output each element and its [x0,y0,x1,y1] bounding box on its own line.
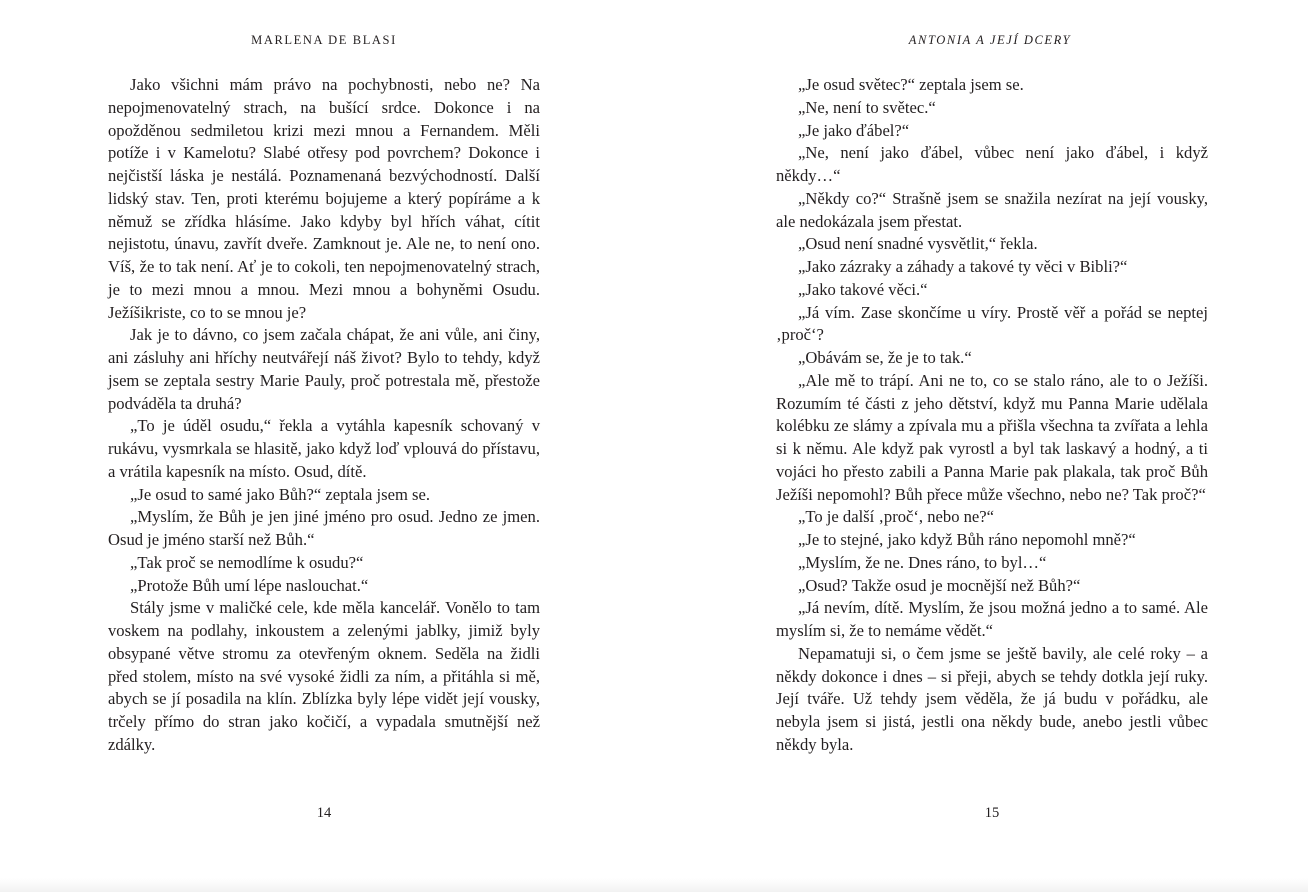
body-text [776,74,1208,757]
paragraph: „Někdy co?“ Strašně jsem se snažila nezírat na její vousky, ale nedokázala jsem přestat. [776,188,1208,231]
paragraph: „Ne, není to světec.“ [798,97,936,117]
paragraph: „Obávám se, že je to tak.“ [798,348,972,367]
paragraph: „Já vím. Zase skončíme u víry. Prostě věř a pořád se neptej ‚proč‘? [776,302,1208,345]
paragraph: „Osud není snadné vysvětlit,“ řekla. [798,234,1038,254]
running-head-title: ANTONIA A JEJÍ DCERY [908,33,1072,47]
paragraph: „To je úděl osudu,“ řekla a vytáhla kapesník schovaný v rukávu, vysmrkala se hlasitě, jako když loď vplouvá do přístavu, a vrátila kapesník na místo. Osud, dítě. [108,416,540,481]
paragraph: „Myslím, že Bůh je jen jiné jméno pro osud. Jedno ze jmen. Osud je jméno starší než Bůh.“ [108,507,540,549]
paragraph: „Já nevím, dítě. Myslím, že jsou možná jedno a to samé. Ale myslím si, že to nemáme vědět.“ [776,598,1208,640]
paragraph: „Tak proč se nemodlíme k osudu?“ [130,552,364,572]
running-head-author: MARLENA DE BLASI [251,33,397,47]
page-number: 15 [984,805,1000,821]
paragraph: Jako všichni mám právo na pochybnosti, nebo ne? Na nepojmenovatelný strach, na bušící srdce. Dokonce i na opožděnou sedmiletou krizi mezi mnou a Fernandem. Měli potíže i v Kamelotu? Slabé otřesy pod povrchem? Dokonce i nejčistší láska je nestálá. Poznamenaná bezvýchodností. Další lidský stav. Ten, proti kterému bojujeme a který popíráme a k němuž se zřídka hlásíme. Jako kdyby byl hřích váhat, cítit nejistotu, únavu, zavřít dveře. Zamknout je. Ale ne, to není ono. Víš, že to tak není. Ať je to cokoli, ten nepojmenovatelný strach, je to mezi mnou a mnou. Mezi mnou a bohyněmi Osudu. Ježíšikriste, co to se mnou je? [108,75,540,322]
paragraph: „Jako takové věci.“ [798,279,928,299]
body-text [108,74,540,757]
paragraph: „To je další ‚proč‘, nebo ne?“ [798,507,995,527]
paragraph: „Je jako ďábel?“ [798,120,910,140]
paragraph: „Je to stejné, jako když Bůh ráno nepomohl mně?“ [798,530,1136,549]
paragraph: „Ale mě to trápí. Ani ne to, co se stalo ráno, ale to o Ježíši. Rozumím té části z jeho dětství, když mu Panna Marie udělala kolébku ze slámy a zpívala mu a přišla všechna ta zvířata a lehla si k němu. Ale když pak vyrostl a byl tak laskavý a hodný, a ti vojáci ho přesto zabili a Panna Marie pak plakala, tak proč Bůh Ježíši nepomohl? Bůh přece může všechno, nebo ne? Tak proč?“ [776,370,1208,504]
paragraph: „Ne, není jako ďábel, vůbec není jako ďábel, i když někdy…“ [776,143,1208,185]
paragraph: Stály jsme v maličké cele, kde měla kancelář. Vonělo to tam voskem na podlahy, inkoustem a zelenými jablky, jimiž byly obsypané větve stromu za otevřeným oknem. Seděla na židli před stolem, místo na své vysoké židli za ním, a přitáhla si mě, abych se jí posadila na klín. Zblízka byly lépe vidět její vousky, trčely přímo do stran jako kočičí, a vypadala smutnější než zdálky. [108,598,540,754]
paragraph: Jak je to dávno, co jsem začala chápat, že ani vůle, ani činy, ani zásluhy ani hříchy neutvářejí náš život? Bylo to tehdy, když jsem se zeptala sestry Marie Pauly, proč potrestala mě, přestože podváděla ta druhá? [108,325,540,413]
paragraph: „Jako zázraky a záhady a takové ty věci v Bibli?“ [798,257,1128,276]
page-number: 14 [316,805,332,821]
paragraph: Nepamatuji si, o čem jsme se ještě bavily, ale celé roky – a někdy dokonce i dnes – si přeji, abych se tehdy dotkla její ruky. Její tváře. Už tehdy jsem věděla, že já budu v pořádku, ale nebyla jsem si jistá, jestli ona někdy bude, anebo jestli vůbec někdy byla. [776,643,1208,754]
bottom-strip [0,878,1308,892]
paragraph: „Myslím, že ne. Dnes ráno, to byl…“ [798,552,1047,572]
paragraph: „Je osud světec?“ zeptala jsem se. [798,75,1024,94]
paragraph: „Protože Bůh umí lépe naslouchat.“ [130,575,369,595]
paragraph: „Osud? Takže osud je mocnější než Bůh?“ [798,575,1081,595]
paragraph: „Je osud to samé jako Bůh?“ zeptala jsem se. [130,484,430,504]
right-page [654,0,1308,892]
